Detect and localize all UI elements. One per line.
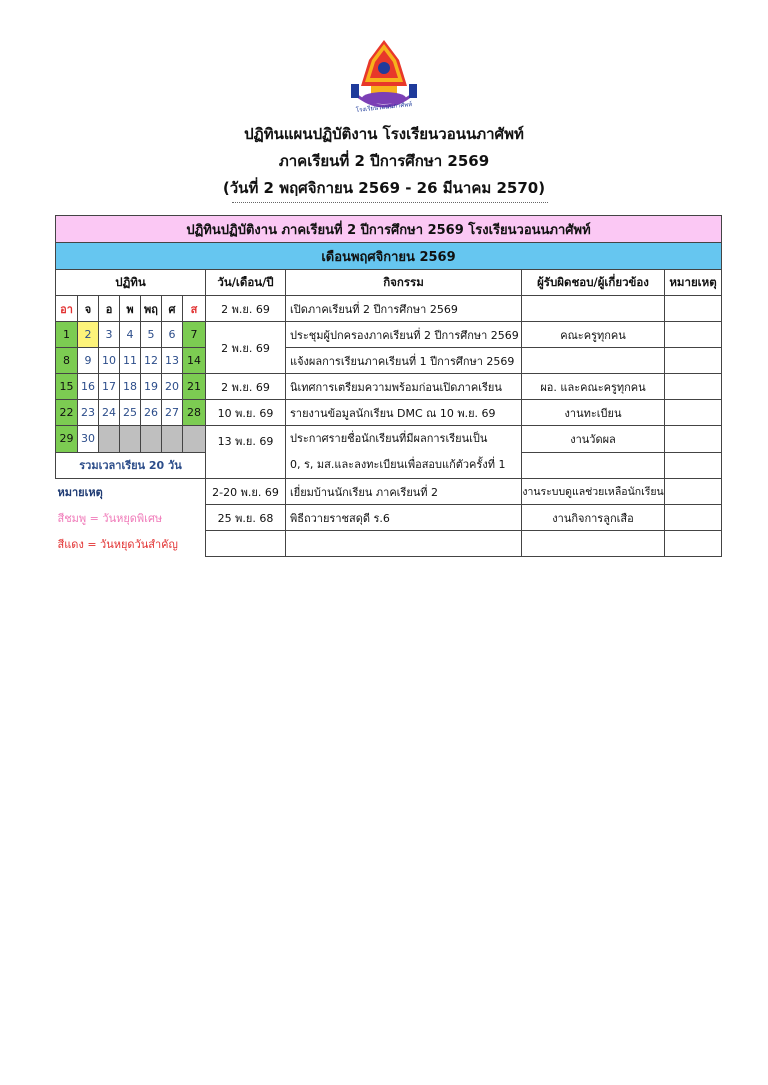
calendar-day: 23 [78,400,99,426]
page-subtitle: ภาคเรียนที่ 2 ปีการศึกษา 2569 [278,152,490,170]
table-row [56,374,722,400]
dotted-divider [232,202,548,203]
row-responsible [522,296,665,322]
row-activity [286,531,522,557]
row-date: 2-20 พ.ย. 69 [206,479,286,505]
calendar-day: 17 [99,374,120,400]
row-date: 2 พ.ย. 69 [206,296,286,322]
row-date: 2 พ.ย. 69 [206,374,286,400]
row-activity-line2: 0, ร, มส.และลงทะเบียนเพื่อสอบแก้ตัวครั้งที่ 1 [290,458,506,471]
row-date: 13 พ.ย. 69 [206,426,286,479]
calendar-day: 5 [141,322,162,348]
row-responsible: งานวัดผล [522,426,665,453]
legend-title: หมายเหตุ [57,485,103,499]
table-title: ปฏิทินปฏิบัติงาน ภาคเรียนที่ 2 ปีการศึกษา 2569 โรงเรียนวอนนภาศัพท์ [56,216,722,243]
row-note [665,296,722,322]
row-note [665,452,722,479]
calendar-day: 19 [141,374,162,400]
calendar-day: 1 [56,322,78,348]
row-activity: เยี่ยมบ้านนักเรียน ภาคเรียนที่ 2 [286,479,522,505]
row-responsible: งานกิจการลูกเสือ [522,505,665,531]
weekday-mon: จ [78,296,99,322]
row-date: 2 พ.ย. 69 [206,322,286,374]
row-responsible [522,452,665,479]
calendar-day-empty [162,426,183,453]
calendar-day: 29 [56,426,78,453]
legend-pink-cell [56,505,206,531]
row-responsible [522,531,665,557]
row-note [665,322,722,348]
row-responsible: คณะครูทุกคน [522,322,665,348]
row-date: 25 พ.ย. 68 [206,505,286,531]
col-calendar: ปฏิทิน [56,270,206,296]
calendar-day: 8 [56,348,78,374]
legend-title-cell [56,479,206,505]
row-date [206,531,286,557]
table-row [56,426,722,453]
calendar-day: 21 [183,374,206,400]
calendar-day: 7 [183,322,206,348]
row-activity: ประชุมผู้ปกครองภาคเรียนที่ 2 ปีการศึกษา 2569 [286,322,522,348]
calendar-day: 24 [99,400,120,426]
logo-caption: โรงเรียนวอนนภาศัพท์ [355,101,413,114]
calendar-day: 13 [162,348,183,374]
total-study-days: รวมเวลาเรียน 20 วัน [56,452,206,479]
calendar-day: 22 [56,400,78,426]
table-row [56,296,722,322]
table-row [56,322,722,348]
calendar-day-empty [120,426,141,453]
legend-red: สีแดง = วันหยุดวันสำคัญ [57,537,178,551]
calendar-day-empty [99,426,120,453]
calendar-day: 4 [120,322,141,348]
row-activity: แจ้งผลการเรียนภาคเรียนที่ 1 ปีการศึกษา 2569 [286,348,522,374]
row-date: 10 พ.ย. 69 [206,400,286,426]
calendar-day: 25 [120,400,141,426]
row-activity: เปิดภาคเรียนที่ 2 ปีการศึกษา 2569 [286,296,522,322]
weekday-wed: พ [120,296,141,322]
calendar-day: 27 [162,400,183,426]
weekday-tue: อ [99,296,120,322]
calendar-day-empty [183,426,206,453]
row-note [665,348,722,374]
month-header: เดือนพฤศจิกายน 2569 [56,243,722,270]
calendar-day: 28 [183,400,206,426]
page-date-range: (วันที่ 2 พฤศจิกายน 2569 - 26 มีนาคม 2570) [222,179,546,197]
row-note [665,479,722,505]
table-row [56,479,722,505]
calendar-day: 20 [162,374,183,400]
calendar-day: 15 [56,374,78,400]
calendar-day: 16 [78,374,99,400]
legend-pink: สีชมพู = วันหยุดพิเศษ [57,511,163,525]
weekday-thu: พฤ [141,296,162,322]
row-activity: รายงานข้อมูลนักเรียน DMC ณ 10 พ.ย. 69 [286,400,522,426]
page-title: ปฏิทินแผนปฏิบัติงาน โรงเรียนวอนนภาศัพท์ [244,125,524,143]
row-responsible: ผอ. และคณะครูทุกคน [522,374,665,400]
row-note [665,505,722,531]
row-activity: นิเทศการเตรียมความพร้อมก่อนเปิดภาคเรียน [286,374,522,400]
col-responsible: ผู้รับผิดชอบ/ผู้เกี่ยวข้อง [522,270,665,296]
weekday-sun: อา [56,296,78,322]
calendar-day: 14 [183,348,206,374]
calendar-table [55,215,722,557]
col-activity: กิจกรรม [286,270,522,296]
calendar-day: 11 [120,348,141,374]
row-activity [286,426,522,479]
weekday-fri: ศ [162,296,183,322]
calendar-day: 6 [162,322,183,348]
calendar-day: 9 [78,348,99,374]
calendar-day: 26 [141,400,162,426]
calendar-day: 3 [99,322,120,348]
table-row [56,348,722,374]
col-note: หมายเหตุ [665,270,722,296]
school-emblem-icon [349,38,419,114]
calendar-day-empty [141,426,162,453]
calendar-day: 30 [78,426,99,453]
calendar-day: 12 [141,348,162,374]
table-row [56,400,722,426]
row-note [665,400,722,426]
row-responsible: งานทะเบียน [522,400,665,426]
row-note [665,374,722,400]
weekday-sat: ส [183,296,206,322]
col-date: วัน/เดือน/ปี [206,270,286,296]
calendar-day: 2 [78,322,99,348]
table-row [56,505,722,531]
row-activity: พิธีถวายราชสดุดี ร.6 [286,505,522,531]
legend-red-cell [56,531,206,557]
row-activity-line1: ประกาศรายชื่อนักเรียนที่มีผลการเรียนเป็น [290,432,488,445]
row-note [665,531,722,557]
calendar-day: 18 [120,374,141,400]
row-note [665,426,722,453]
row-responsible: งานระบบดูแลช่วยเหลือนักเรียน [522,479,665,505]
table-row [56,531,722,557]
row-responsible [522,348,665,374]
calendar-day: 10 [99,348,120,374]
